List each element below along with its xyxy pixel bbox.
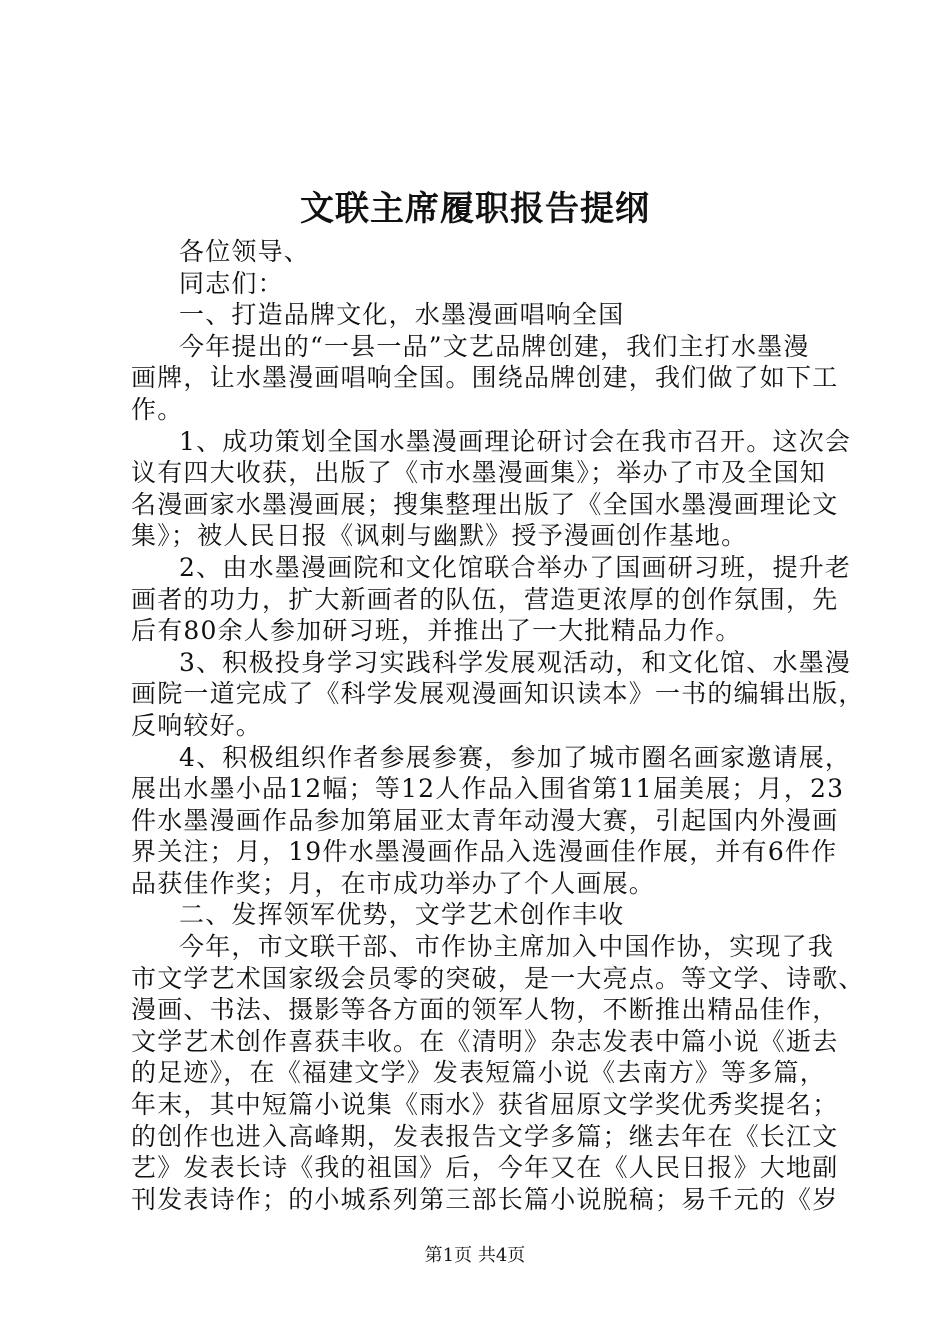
body-line: 一、打造品牌文化，水墨漫画唱响全国 bbox=[179, 300, 625, 330]
body-line: 作。 bbox=[131, 394, 184, 424]
body-line: 文学艺术创作喜获丰收。在《清明》杂志发表中篇小说《逝去 bbox=[131, 1026, 839, 1056]
body-line: 后有80余人参加研习班，并推出了一大批精品力作。 bbox=[131, 616, 742, 646]
body-line: 画院一道完成了《科学发展观漫画知识读本》一书的编辑出版， bbox=[131, 679, 865, 709]
body-line: 2、由水墨漫画院和文化馆联合举办了国画研习班，提升老 bbox=[179, 552, 852, 582]
body-line: 的足迹》，在《福建文学》发表短篇小说《去南方》等多篇， bbox=[131, 1058, 826, 1088]
body-line: 艺》发表长诗《我的祖国》后，今年又在《人民日报》大地副 bbox=[131, 1153, 839, 1183]
body-line: 画者的功力，扩大新画者的队伍，营造更浓厚的创作氛围，先 bbox=[131, 584, 839, 614]
body-line: 刊发表诗作；的小城系列第三部长篇小说脱稿；易千元的《岁 bbox=[131, 1184, 839, 1214]
body-line: 4、积极组织作者参展参赛，参加了城市圈名画家邀请展， bbox=[179, 742, 852, 772]
body-line: 二、发挥领军优势，文学艺术创作丰收 bbox=[179, 900, 625, 930]
body-line: 展出水墨小品12幅；等12人作品入围省第11届美展；月，23 bbox=[131, 774, 845, 804]
body-line: 界关注；月，19件水墨漫画作品入选漫画佳作展，并有6件作 bbox=[131, 837, 838, 867]
document-title: 文联主席履职报告提纲 bbox=[300, 189, 650, 229]
body-line: 件水墨漫画作品参加第届亚太青年动漫大赛，引起国内外漫画 bbox=[131, 805, 839, 835]
body-line: 漫画、书法、摄影等各方面的领军人物，不断推出精品佳作， bbox=[131, 995, 839, 1025]
body-line: 名漫画家水墨漫画展；搜集整理出版了《全国水墨漫画理论文 bbox=[131, 489, 839, 519]
body-line: 今年，市文联干部、市作协主席加入中国作协，实现了我 bbox=[179, 932, 835, 962]
body-line: 年末，其中短篇小说集《雨水》获省屈原文学奖优秀奖提名； bbox=[131, 1090, 839, 1120]
body-line: 集》；被人民日报《讽刺与幽默》授予漫画创作基地。 bbox=[131, 521, 748, 551]
body-line: 的创作也进入高峰期，发表报告文学多篇；继去年在《长江文 bbox=[131, 1121, 839, 1151]
body-line: 品获佳作奖；月，在市成功举办了个人画展。 bbox=[131, 868, 656, 898]
page-footer: 第1页 共4页 bbox=[424, 1245, 526, 1266]
body-line: 反响较好。 bbox=[131, 710, 263, 740]
body-line: 3、积极投身学习实践科学发展观活动，和文化馆、水墨漫 bbox=[179, 647, 852, 677]
body-line: 1、成功策划全国水墨漫画理论研讨会在我市召开。这次会 bbox=[179, 426, 852, 456]
body-line: 各位领导、 bbox=[179, 237, 311, 266]
body-line: 画牌，让水墨漫画唱响全国。围绕品牌创建，我们做了如下工 bbox=[131, 363, 839, 393]
document-body bbox=[131, 236, 865, 1215]
body-line: 同志们： bbox=[179, 268, 284, 298]
body-line: 议有四大收获，出版了《市水墨漫画集》；举办了市及全国知 bbox=[131, 458, 826, 488]
body-line: 今年提出的“一县一品”文艺品牌创建，我们主打水墨漫 bbox=[179, 331, 810, 361]
body-line: 市文学艺术国家级会员零的突破，是一大亮点。等文学、诗歌、 bbox=[131, 963, 865, 993]
